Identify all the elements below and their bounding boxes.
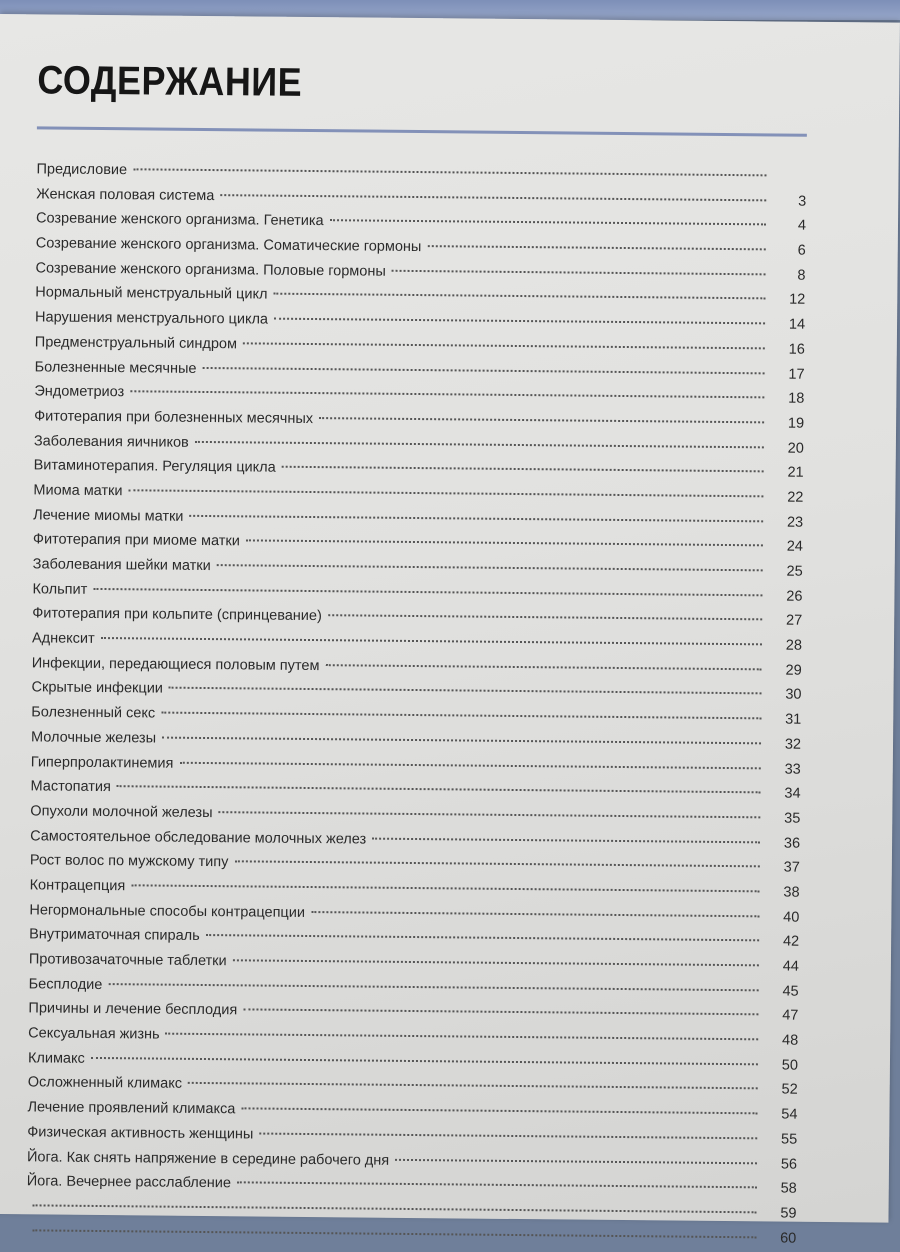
toc-entry-page: 44 (765, 954, 799, 979)
toc-entry-title: Фитотерапия при болезненных месячных (34, 404, 313, 431)
toc-entry-title: Женская половая система (36, 182, 214, 208)
toc-entry-page: 60 (762, 1226, 796, 1251)
toc-entry-title: Скрытые инфекции (31, 676, 163, 702)
toc-entry-title: Болезненный секс (31, 700, 155, 726)
toc-entry-page: 56 (763, 1152, 797, 1177)
toc-entry-title: Аднексит (32, 626, 95, 651)
toc-entry-page: 6 (772, 238, 806, 263)
toc-leader-dots (33, 1204, 757, 1213)
toc-entry-page: 28 (768, 633, 802, 658)
toc-leader-dots (130, 390, 764, 398)
toc-leader-dots (243, 342, 765, 349)
toc-entry-page: 58 (763, 1177, 797, 1202)
toc-entry-title: Опухоли молочной железы (30, 799, 212, 825)
toc-leader-dots (237, 1182, 757, 1189)
page-title: СОДЕРЖАНИЕ (37, 58, 302, 106)
toc-entry-page: 4 (772, 214, 806, 239)
title-divider (37, 126, 807, 136)
toc-leader-dots (282, 466, 764, 473)
toc-entry-title: Созревание женского организма. Генетика (36, 207, 324, 234)
toc-entry-page: 27 (768, 609, 802, 634)
toc-leader-dots (169, 687, 762, 695)
table-of-contents (26, 157, 806, 1251)
toc-entry-page: 45 (765, 979, 799, 1004)
toc-leader-dots (325, 664, 761, 670)
toc-entry-title: Физическая активность женщины (27, 1120, 253, 1147)
toc-entry-page: 48 (764, 1028, 798, 1053)
toc-entry-title: Самостоятельное обследование молочных желез (30, 824, 366, 852)
toc-entry-title: Фитотерапия при миоме матки (33, 528, 240, 555)
toc-leader-dots (274, 318, 765, 325)
toc-entry-title: Болезненные месячные (34, 355, 196, 381)
toc-entry-page: 8 (771, 263, 805, 288)
toc-entry-page: 38 (765, 880, 799, 905)
toc-leader-dots (328, 615, 762, 621)
toc-entry-title: Нормальный менструальный цикл (35, 281, 267, 308)
toc-entry-page: 24 (769, 535, 803, 560)
toc-leader-dots (108, 983, 758, 991)
toc-leader-dots (241, 1107, 757, 1114)
toc-entry-page: 3 (772, 189, 806, 214)
toc-entry-title: Созревание женского организма. Соматические гормоны (36, 231, 422, 259)
toc-entry-title: Инфекции, передающиеся половым путем (32, 651, 320, 678)
toc-entry-page: 52 (764, 1078, 798, 1103)
toc-entry-page: 17 (770, 362, 804, 387)
toc-leader-dots (311, 911, 759, 917)
toc-entry-title: Миома матки (33, 478, 122, 504)
toc-leader-dots (161, 712, 761, 720)
toc-entry-title: Осложненный климакс (28, 1071, 182, 1097)
toc-entry-title: Йога. Вечернее расслабление (27, 1169, 231, 1196)
toc-leader-dots (189, 514, 763, 522)
toc-leader-dots (195, 440, 764, 447)
toc-leader-dots (259, 1132, 757, 1139)
toc-entry-page: 32 (767, 732, 801, 757)
toc-leader-dots (319, 417, 764, 423)
toc-entry-title: Заболевания шейки матки (33, 552, 211, 578)
toc-entry-title: Заболевания яичников (34, 429, 189, 455)
toc-leader-dots (220, 194, 766, 201)
toc-entry-page: 42 (765, 930, 799, 955)
toc-leader-dots (234, 861, 759, 868)
toc-entry-page: 20 (770, 436, 804, 461)
toc-entry-page: 36 (766, 831, 800, 856)
toc-leader-dots (166, 1033, 759, 1041)
toc-entry-title: Кольпит (32, 577, 87, 602)
toc-entry-page: 34 (766, 782, 800, 807)
toc-entry-page: 18 (770, 387, 804, 412)
toc-entry-page: 16 (771, 337, 805, 362)
toc-leader-dots (162, 736, 761, 744)
toc-entry-page: 23 (769, 510, 803, 535)
toc-entry-title: Предисловие (36, 157, 127, 183)
toc-entry-title: Лечение миомы матки (33, 503, 184, 529)
toc-leader-dots (32, 1229, 756, 1238)
toc-leader-dots (93, 588, 762, 596)
toc-entry-title: Рост волос по мужскому типу (30, 849, 229, 876)
toc-entry-page: 30 (767, 683, 801, 708)
toc-entry-page: 14 (771, 313, 805, 338)
toc-leader-dots (233, 959, 759, 966)
toc-entry-page: 26 (768, 584, 802, 609)
toc-leader-dots (330, 220, 766, 226)
toc-entry-page: 33 (767, 757, 801, 782)
toc-entry-page: 31 (767, 708, 801, 733)
toc-entry-title: Мастопатия (30, 775, 111, 800)
toc-entry-title: Контрацепция (30, 873, 126, 899)
toc-entry-title: Эндометриоз (34, 380, 124, 406)
toc-entry-title: Молочные железы (31, 725, 156, 751)
toc-leader-dots (133, 168, 766, 176)
toc-leader-dots (427, 245, 765, 250)
toc-entry-title: Негормональные способы контрацепции (29, 898, 305, 925)
toc-entry-page: 12 (771, 288, 805, 313)
toc-leader-dots (179, 761, 760, 769)
toc-entry-title: Гиперпролактинемия (31, 750, 174, 776)
toc-entry-title: Предменструальный синдром (35, 330, 237, 357)
toc-entry-page: 50 (764, 1053, 798, 1078)
toc-entry-title: Противозачаточные таблетки (29, 947, 227, 974)
toc-entry-page: 40 (765, 905, 799, 930)
toc-leader-dots (219, 811, 761, 818)
toc-entry-title: Йога. Как снять напряжение в середине рабочего дня (27, 1145, 389, 1173)
toc-entry-page: 59 (762, 1201, 796, 1226)
toc-entry-title: Сексуальная жизнь (28, 1021, 160, 1047)
toc-entry-title: Причины и лечение бесплодия (28, 997, 237, 1024)
toc-leader-dots (395, 1158, 757, 1163)
toc-entry-page: 19 (770, 411, 804, 436)
toc-leader-dots (131, 884, 759, 892)
toc-entry-title: Фитотерапия при кольпите (спринцевание) (32, 602, 322, 629)
toc-entry-page: 25 (769, 559, 803, 584)
contents-page (0, 14, 900, 1223)
toc-leader-dots (206, 934, 759, 941)
toc-entry-title: Внутриматочная спираль (29, 923, 200, 949)
toc-leader-dots (243, 1009, 758, 1016)
toc-leader-dots (246, 540, 763, 547)
toc-leader-dots (217, 564, 763, 571)
toc-leader-dots (101, 637, 762, 645)
toc-entry-title: Нарушения менструального цикла (35, 305, 268, 332)
toc-entry-page: 35 (766, 806, 800, 831)
toc-leader-dots (392, 270, 766, 276)
toc-leader-dots (129, 489, 764, 497)
toc-entry-title: Лечение проявлений климакса (27, 1095, 235, 1122)
toc-leader-dots (117, 785, 761, 793)
toc-leader-dots (273, 293, 765, 300)
toc-entry-title: Созревание женского организма. Половые гормоны (35, 256, 385, 284)
toc-leader-dots (188, 1082, 758, 1089)
toc-entry-page: 37 (766, 856, 800, 881)
toc-leader-dots (203, 366, 765, 373)
toc-entry-title: Климакс (28, 1046, 85, 1071)
toc-leader-dots (91, 1057, 758, 1065)
toc-entry-page: 21 (770, 461, 804, 486)
toc-entry-title: Бесплодие (29, 972, 103, 997)
toc-entry-page: 54 (763, 1103, 797, 1128)
toc-entry-page: 55 (763, 1127, 797, 1152)
toc-entry-page: 22 (769, 485, 803, 510)
toc-entry-title: Витаминотерапия. Регуляция цикла (34, 454, 276, 481)
toc-entry-page: 47 (764, 1004, 798, 1029)
toc-entry-page: 29 (768, 658, 802, 683)
toc-leader-dots (372, 837, 760, 843)
